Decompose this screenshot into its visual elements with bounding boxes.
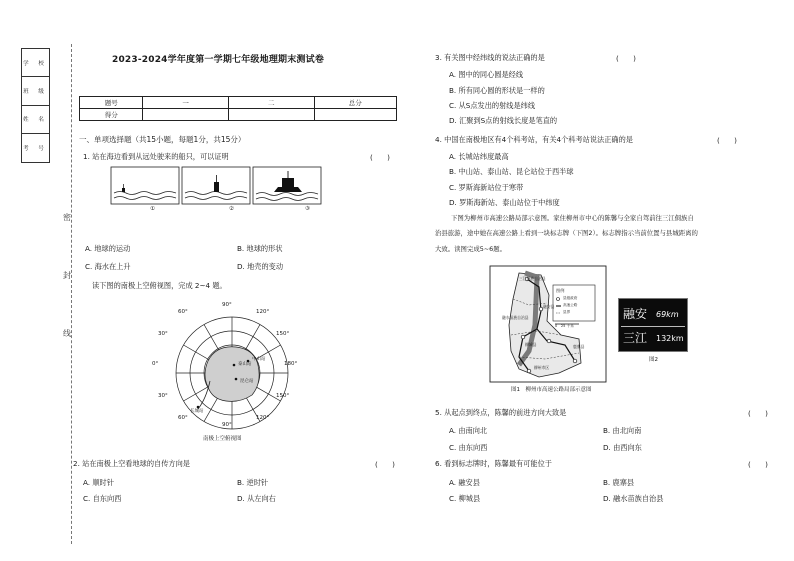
road-sign-caption: 图2: [649, 357, 658, 363]
question-2-option-c[interactable]: C. 自东向西: [83, 494, 122, 503]
road-sign-distance-2: 132km: [656, 334, 684, 343]
ship-panel-label-1: ①: [150, 206, 155, 212]
question-1-option-a[interactable]: A. 地球的运动: [85, 244, 131, 253]
question-4-stem: 4. 中国在南极地区有4个科考站，有关4个科考站说法正确的是: [435, 135, 633, 144]
map-label-liuzhou-city: 柳州市区: [534, 365, 550, 370]
map-legend-county-border: 县界: [563, 310, 571, 314]
lon-label-30-bottom: 30°: [158, 393, 168, 399]
question-6-option-c[interactable]: C. 柳城县: [449, 494, 481, 503]
question-2-option-d[interactable]: D. 从左向右: [237, 494, 276, 503]
question-4-option-a[interactable]: A. 长城站纬度最高: [449, 152, 509, 161]
question-5-option-b[interactable]: B. 由北向南: [603, 426, 642, 435]
question-6-option-b[interactable]: B. 鹿寨县: [603, 478, 635, 487]
question-4-option-d[interactable]: D. 罗斯海新站、泰山站位于中纬度: [449, 198, 560, 207]
lon-label-60-top: 60°: [178, 309, 188, 315]
question-3-option-d[interactable]: D. 汇聚到S点的射线长度是笔直的: [449, 116, 558, 125]
question-3-option-a[interactable]: A. 图中的同心圆是经线: [449, 70, 524, 79]
question-6-option-d[interactable]: D. 融水苗族自治县: [603, 494, 664, 503]
question-6-answer-paren[interactable]: ( ): [748, 460, 768, 469]
exam-title: 2023-2024学年度第一学期七年级地理期末测试卷: [112, 55, 325, 65]
station-label-zhongshan: 中山站: [252, 357, 266, 362]
question-4-answer-paren[interactable]: ( ): [717, 136, 737, 145]
intro-line-3: 大致。读图完成5~6题。: [435, 245, 507, 253]
binding-dashed-line: [71, 44, 72, 544]
question-5-option-c[interactable]: C. 由东向西: [449, 443, 488, 452]
lon-label-90-bottom: 90°: [222, 422, 232, 428]
question-1-option-b[interactable]: B. 地球的形状: [237, 244, 283, 253]
binding-info-strip: [21, 48, 50, 163]
score-table-header-cell: 总分: [314, 97, 396, 109]
question-2-option-a[interactable]: A. 顺时针: [83, 478, 114, 487]
question-5-answer-paren[interactable]: ( ): [748, 409, 768, 418]
lon-label-120-top: 120°: [256, 309, 270, 315]
ship-figure-panels: [110, 166, 322, 214]
lon-label-150-top: 150°: [276, 331, 290, 337]
question-2-option-b[interactable]: B. 逆时针: [237, 478, 269, 487]
map-legend-highway: 高速公路: [563, 303, 578, 307]
polar-map-caption: 南极上空俯视图: [203, 436, 242, 442]
score-table: [79, 96, 397, 121]
question-6-stem: 6. 看到标志牌时，陈馨最有可能位于: [435, 459, 552, 468]
score-table-row-label: 得分: [80, 109, 143, 121]
score-table-header-cell: 二: [228, 97, 314, 109]
score-table-header-cell: 一: [143, 97, 229, 109]
road-sign-place-1: 融安: [623, 307, 648, 321]
question-1-stem: 1. 站在海边看到从远处驶来的船只，可以证明: [83, 152, 229, 161]
question-5-option-d[interactable]: D. 由西向东: [603, 443, 642, 452]
question-3-answer-paren[interactable]: ( ): [616, 54, 636, 63]
score-entry-cell[interactable]: [314, 109, 396, 121]
question-2-stem: 2. 站在南极上空看地球的自传方向是: [73, 459, 190, 468]
map-legend-county-seat: 县级政府: [563, 296, 578, 300]
binding-cell-school: 学 校: [22, 49, 49, 77]
lon-label-60-bottom: 60°: [178, 415, 188, 421]
station-label-changcheng: 长城站: [190, 409, 204, 414]
seal-char-1: 密: [63, 213, 71, 222]
lon-label-120-bottom: 120°: [256, 415, 270, 421]
read-figure-instruction: 读下图的南极上空俯视图，完成 2~4 题。: [92, 281, 227, 290]
question-1-option-c[interactable]: C. 海水在上升: [85, 262, 131, 271]
seal-char-3: 线: [63, 329, 71, 338]
score-entry-cell[interactable]: [228, 109, 314, 121]
question-2-answer-paren[interactable]: ( ): [375, 460, 395, 469]
question-3-option-c[interactable]: C. 从S点发出的射线是纬线: [449, 101, 536, 110]
station-label-kunlun: 昆仑站: [240, 379, 254, 384]
question-4-option-b[interactable]: B. 中山站、泰山站、昆仑站位于西半球: [449, 167, 574, 176]
map-label-rongan: 融安县: [543, 304, 555, 309]
question-5-option-a[interactable]: A. 由南向北: [449, 426, 488, 435]
lon-label-150-bottom: 150°: [276, 393, 290, 399]
ship-panel-label-3: ③: [305, 206, 310, 212]
question-4-option-c[interactable]: C. 罗斯海新站位于寒带: [449, 183, 524, 192]
map-legend-title: 图例: [556, 288, 565, 293]
question-6-option-a[interactable]: A. 融安县: [449, 478, 480, 487]
binding-cell-exam-number: 考 号: [23, 145, 48, 152]
seal-char-2: 封: [63, 271, 71, 280]
map-label-liucheng: 柳城县: [525, 342, 537, 347]
intro-line-2: 治县旅游，途中她在高速公路上看到一块标志牌（下图2）。标志牌指示当前位置与县城距离的: [435, 229, 698, 237]
lon-label-30-top: 30°: [158, 331, 168, 337]
road-sign-place-2: 三江: [623, 331, 648, 345]
question-5-stem: 5. 从起点到终点，陈馨的前进方向大致是: [435, 408, 567, 417]
road-sign-divider: [621, 326, 685, 327]
lon-label-180: 180°: [284, 361, 298, 367]
section-heading: 一、单项选择题（共15小题，每题1分，共15分）: [79, 135, 246, 144]
question-3-option-b[interactable]: B. 所有同心圆的形状是一样的: [449, 86, 545, 95]
score-table-header-cell: 题号: [80, 97, 143, 109]
binding-cell-class: 班 级: [22, 77, 49, 105]
map-scale-text: 0 25 千米: [555, 324, 574, 328]
ship-panel-label-2: ②: [229, 206, 234, 212]
map-label-luzhai: 鹿寨县: [573, 344, 585, 349]
map-label-sanjiang: 三江侗族自治县: [519, 276, 546, 281]
road-sign-distance-1: 69km: [656, 310, 679, 319]
question-1-answer-paren[interactable]: ( ): [370, 153, 390, 162]
liuzhou-map-caption: 图1 柳州市高速公路局部示意图: [511, 387, 592, 393]
binding-cell-name: 姓 名: [22, 106, 49, 134]
lon-label-0: 0°: [152, 361, 159, 367]
station-label-taishan: 泰山站: [238, 362, 252, 367]
road-sign: [618, 298, 688, 352]
question-3-stem: 3. 有关图中经纬线的说法正确的是: [435, 53, 545, 62]
map-label-rongshui: 融水苗族自治县: [502, 315, 529, 320]
intro-line-1: 下图为柳州市高速公路局部示意图。家住柳州市中心的陈馨与全家自驾前往三江侗族自: [451, 214, 694, 222]
score-entry-cell[interactable]: [143, 109, 229, 121]
lon-label-90-top: 90°: [222, 302, 232, 308]
question-1-option-d[interactable]: D. 地壳的变动: [237, 262, 284, 271]
